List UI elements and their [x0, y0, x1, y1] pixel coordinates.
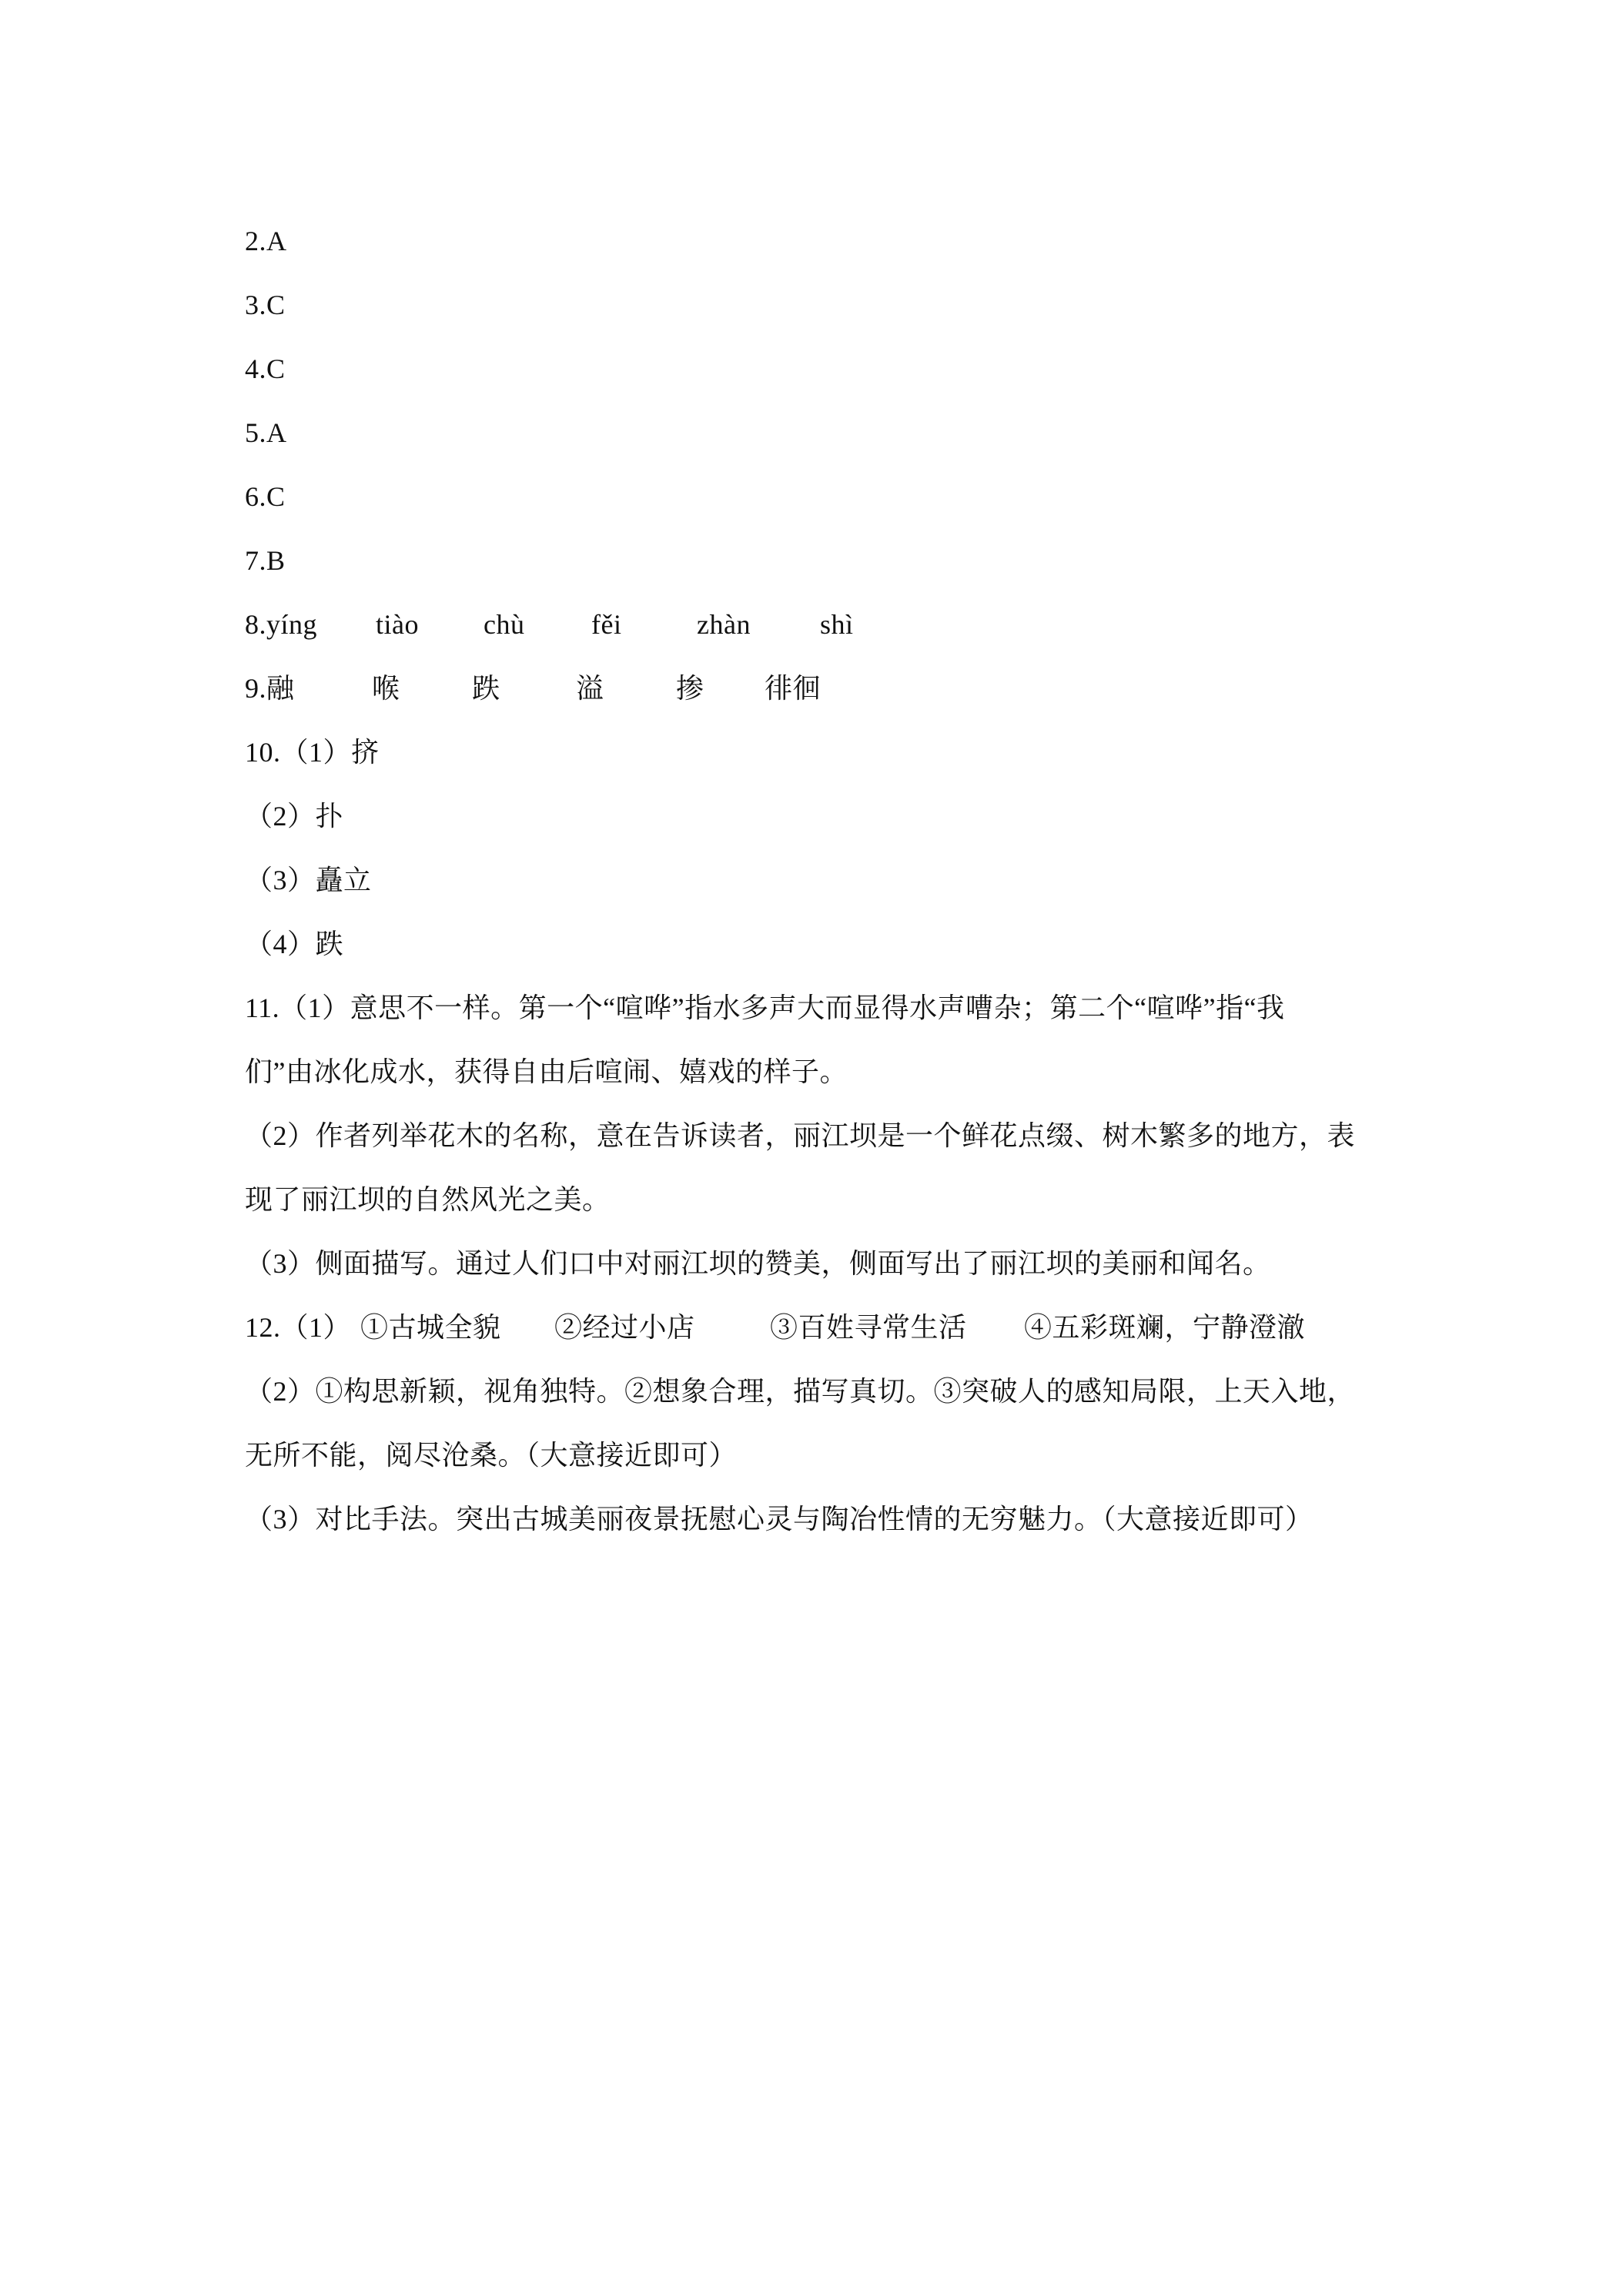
pinyin-item: tiào — [376, 609, 419, 640]
answer-12-item: ①古城全貌 — [360, 1312, 501, 1343]
answer-12-part-3: （3）对比手法。突出古城美丽夜景抚慰心灵与陶冶性情的无穷魅力。（大意接近即可） — [245, 1504, 1313, 1535]
character-item: 徘徊 — [765, 673, 822, 704]
answer-12-label: 12.（1） — [245, 1312, 352, 1343]
answer-5: 5.A — [245, 417, 287, 448]
answer-10-part-1: 10.（1）挤 — [245, 737, 380, 768]
pinyin-item: 8.yíng — [245, 609, 318, 640]
answer-12-item: ③百姓寻常生活 — [770, 1312, 967, 1343]
answer-12-part-1 — [245, 1296, 1400, 1360]
pinyin-item: chù — [484, 609, 525, 640]
answer-6: 6.C — [245, 481, 286, 512]
answer-12-part-2-line-2: 无所不能，阅尽沧桑。（大意接近即可） — [245, 1440, 738, 1471]
character-item: 掺 — [676, 673, 704, 704]
character-item: 9.融 — [245, 673, 295, 704]
character-item: 跌 — [472, 673, 500, 704]
answer-4: 4.C — [245, 353, 286, 384]
answer-8-pinyin — [245, 593, 1400, 657]
answer-11-part-3: （3）侧面描写。通过人们口中对丽江坝的赞美，侧面写出了丽江坝的美丽和闻名。 — [245, 1248, 1271, 1279]
answer-content — [245, 209, 1400, 1551]
character-item: 喉 — [372, 673, 400, 704]
answer-9-characters — [245, 657, 1400, 721]
answer-3: 3.C — [245, 290, 286, 320]
pinyin-item: fěi — [591, 609, 622, 640]
answer-11-part-1-line-2: 们”由冰化成水，获得自由后喧闹、嬉戏的样子。 — [245, 1056, 848, 1087]
answer-2: 2.A — [245, 226, 287, 256]
answer-10-part-4: （4）跌 — [245, 929, 344, 959]
pinyin-item: zhàn — [697, 609, 751, 640]
answer-11-part-2-line-1: （2）作者列举花木的名称，意在告诉读者，丽江坝是一个鲜花点缀、树木繁多的地方，表 — [245, 1120, 1356, 1151]
answer-11-part-1-line-1: 11.（1）意思不一样。第一个“喧哗”指水多声大而显得水声嘈杂；第二个“喧哗”指“我 — [245, 992, 1285, 1023]
pinyin-item: shì — [820, 609, 854, 640]
answer-12-item: ④五彩斑斓，宁静澄澈 — [1024, 1312, 1306, 1343]
answer-7: 7.B — [245, 545, 286, 576]
answer-12-item: ②经过小店 — [554, 1312, 695, 1343]
answer-11-part-2-line-2: 现了丽江坝的自然风光之美。 — [245, 1184, 611, 1215]
answer-10-part-2: （2）扑 — [245, 801, 344, 832]
character-item: 溢 — [576, 673, 604, 704]
answer-12-part-2-line-1: （2）①构思新颖，视角独特。②想象合理，描写真切。③突破人的感知局限，上天入地， — [245, 1376, 1356, 1407]
answer-10-part-3: （3）矗立 — [245, 865, 372, 895]
